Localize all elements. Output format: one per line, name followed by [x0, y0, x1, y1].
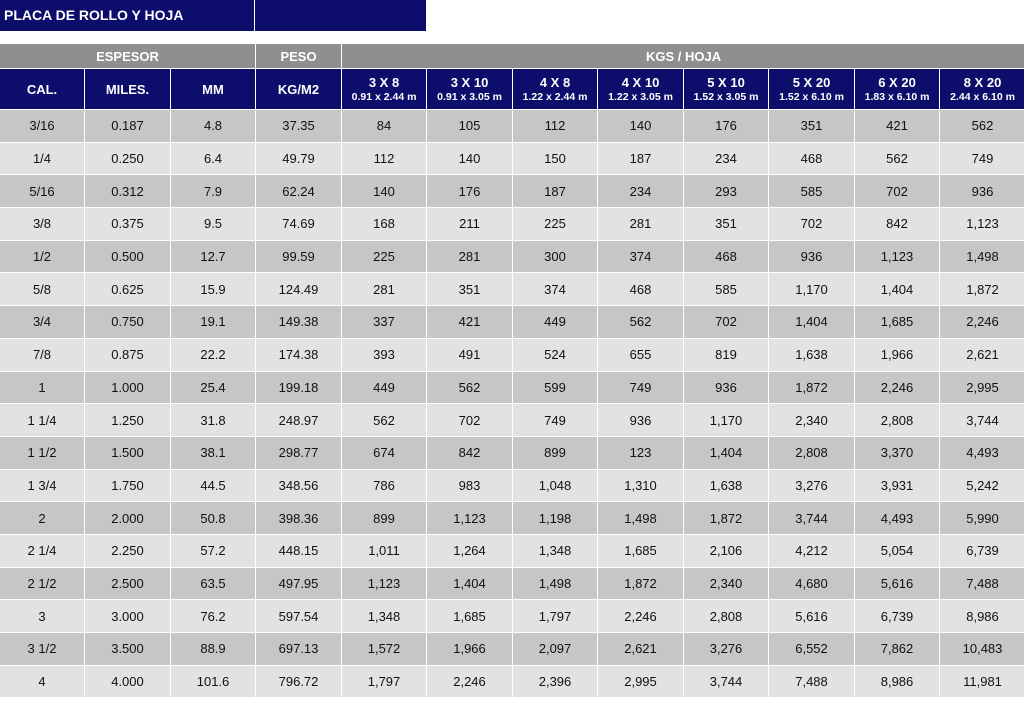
table-cell: 899: [513, 437, 597, 469]
table-cell: 1,170: [769, 273, 854, 305]
table-cell: 562: [940, 110, 1024, 142]
table-cell: 491: [427, 339, 512, 371]
table-cell: 225: [513, 208, 597, 240]
table-cell: 5/16: [0, 175, 84, 207]
table-body: [0, 110, 1024, 697]
table-row: [0, 600, 1024, 632]
table-cell: 1,498: [513, 568, 597, 600]
col-header-size: [684, 69, 768, 109]
table-cell: 351: [427, 273, 512, 305]
table-cell: 199.18: [256, 372, 341, 404]
table-cell: 1,310: [598, 470, 683, 502]
table-cell: 374: [598, 241, 683, 273]
table-cell: 1,123: [940, 208, 1024, 240]
table-cell: 1,198: [513, 502, 597, 534]
table-cell: 57.2: [171, 535, 255, 567]
table-cell: 7,862: [855, 633, 939, 665]
table-cell: 1.750: [85, 470, 170, 502]
table-cell: 10,483: [940, 633, 1024, 665]
table-cell: 1,685: [855, 306, 939, 338]
table-cell: 3 1/2: [0, 633, 84, 665]
table-cell: 749: [598, 372, 683, 404]
table-cell: 1,404: [427, 568, 512, 600]
size-metric: 0.91 x 2.44 m: [351, 90, 417, 103]
table-cell: 1: [0, 372, 84, 404]
table-cell: 1,872: [598, 568, 683, 600]
table-cell: 1,404: [769, 306, 854, 338]
col-header-size: [855, 69, 939, 109]
table-cell: 749: [513, 404, 597, 436]
table-cell: 2.500: [85, 568, 170, 600]
table-cell: 983: [427, 470, 512, 502]
table-cell: 2,995: [940, 372, 1024, 404]
title-bar-extension: [255, 0, 426, 31]
table-cell: 19.1: [171, 306, 255, 338]
table-cell: 6,739: [855, 600, 939, 632]
table-cell: 149.38: [256, 306, 341, 338]
group-kgs-hoja: KGS / HOJA: [342, 44, 1024, 68]
col-header-kgm2: KG/M2: [256, 69, 341, 109]
table-cell: 749: [940, 143, 1024, 175]
table-cell: 4,493: [855, 502, 939, 534]
table-cell: 2,396: [513, 666, 597, 698]
table-cell: 225: [342, 241, 426, 273]
table-cell: 393: [342, 339, 426, 371]
table-cell: 899: [342, 502, 426, 534]
table-cell: 1 1/4: [0, 404, 84, 436]
table-row: [0, 339, 1024, 371]
table-cell: 3.000: [85, 600, 170, 632]
table-cell: 187: [513, 175, 597, 207]
table-cell: 2,808: [769, 437, 854, 469]
table-cell: 2,246: [855, 372, 939, 404]
table-cell: 140: [598, 110, 683, 142]
col-header-size: [769, 69, 854, 109]
table-cell: 2,340: [684, 568, 768, 600]
table-cell: 37.35: [256, 110, 341, 142]
table-cell: 2,106: [684, 535, 768, 567]
table-cell: 4,212: [769, 535, 854, 567]
table-cell: 234: [598, 175, 683, 207]
table-row: [0, 404, 1024, 436]
table-row: [0, 110, 1024, 142]
table-cell: 25.4: [171, 372, 255, 404]
table-cell: 702: [855, 175, 939, 207]
table-cell: 6,739: [940, 535, 1024, 567]
table-cell: 5,616: [769, 600, 854, 632]
table-cell: 1,404: [684, 437, 768, 469]
table-cell: 248.97: [256, 404, 341, 436]
table-cell: 38.1: [171, 437, 255, 469]
table-cell: 211: [427, 208, 512, 240]
table-cell: 1,348: [513, 535, 597, 567]
table-cell: 7,488: [940, 568, 1024, 600]
table-cell: 2,340: [769, 404, 854, 436]
table-cell: 76.2: [171, 600, 255, 632]
table-cell: 702: [684, 306, 768, 338]
table-cell: 1,123: [342, 568, 426, 600]
size-metric: 1.22 x 2.44 m: [522, 90, 588, 103]
table-cell: 12.7: [171, 241, 255, 273]
table-cell: 0.875: [85, 339, 170, 371]
column-header-row: [0, 69, 1024, 109]
col-header-size: [940, 69, 1024, 109]
table-row: [0, 502, 1024, 534]
table-row: [0, 372, 1024, 404]
table-cell: 468: [769, 143, 854, 175]
page-title: PLACA DE ROLLO Y HOJA: [0, 0, 254, 31]
table-cell: 842: [855, 208, 939, 240]
table-cell: 449: [342, 372, 426, 404]
table-cell: 2,621: [598, 633, 683, 665]
table-cell: 1,264: [427, 535, 512, 567]
table-cell: 1.000: [85, 372, 170, 404]
table-cell: 497.95: [256, 568, 341, 600]
title-bar: [0, 0, 426, 31]
table-cell: 3: [0, 600, 84, 632]
table-cell: 786: [342, 470, 426, 502]
size-metric: 1.52 x 6.10 m: [779, 90, 844, 103]
table-cell: 74.69: [256, 208, 341, 240]
table-cell: 99.59: [256, 241, 341, 273]
table-cell: 1,685: [598, 535, 683, 567]
col-header-size: [598, 69, 683, 109]
table-cell: 1,797: [513, 600, 597, 632]
table-cell: 105: [427, 110, 512, 142]
table-cell: 562: [427, 372, 512, 404]
table-cell: 1 1/2: [0, 437, 84, 469]
table-cell: 1,572: [342, 633, 426, 665]
table-row: [0, 306, 1024, 338]
steel-plate-table: [0, 43, 1024, 698]
table-cell: 0.375: [85, 208, 170, 240]
table-cell: 1/2: [0, 241, 84, 273]
table-cell: 176: [427, 175, 512, 207]
table-cell: 84: [342, 110, 426, 142]
table-cell: 337: [342, 306, 426, 338]
table-cell: 7.9: [171, 175, 255, 207]
table-cell: 22.2: [171, 339, 255, 371]
table-cell: 468: [598, 273, 683, 305]
table-cell: 6,552: [769, 633, 854, 665]
size-metric: 1.22 x 3.05 m: [608, 90, 673, 103]
table-cell: 50.8: [171, 502, 255, 534]
table-cell: 176: [684, 110, 768, 142]
table-cell: 281: [342, 273, 426, 305]
table-cell: 281: [427, 241, 512, 273]
table-row: [0, 437, 1024, 469]
col-header-cal: CAL.: [0, 69, 84, 109]
table-cell: 936: [769, 241, 854, 273]
table-cell: 398.36: [256, 502, 341, 534]
table-cell: 585: [684, 273, 768, 305]
table-cell: 1,872: [940, 273, 1024, 305]
table-cell: 31.8: [171, 404, 255, 436]
table-cell: 150: [513, 143, 597, 175]
table-cell: 5,990: [940, 502, 1024, 534]
table-cell: 1,966: [427, 633, 512, 665]
table-cell: 1.500: [85, 437, 170, 469]
table-row: [0, 470, 1024, 502]
table-cell: 44.5: [171, 470, 255, 502]
table-cell: 1,797: [342, 666, 426, 698]
table-cell: 8,986: [940, 600, 1024, 632]
table-cell: 2.250: [85, 535, 170, 567]
table-cell: 2 1/4: [0, 535, 84, 567]
table-cell: 697.13: [256, 633, 341, 665]
table-cell: 585: [769, 175, 854, 207]
table-cell: 187: [598, 143, 683, 175]
table-cell: 1,404: [855, 273, 939, 305]
col-header-size: [513, 69, 597, 109]
col-header-size: [427, 69, 512, 109]
group-peso: PESO: [256, 44, 341, 68]
size-dimension: 8 X 20: [963, 74, 1002, 90]
table-cell: 1,685: [427, 600, 512, 632]
table-cell: 15.9: [171, 273, 255, 305]
table-row: [0, 666, 1024, 698]
table-cell: 5,616: [855, 568, 939, 600]
table-cell: 5,242: [940, 470, 1024, 502]
table-cell: 1,638: [769, 339, 854, 371]
table-cell: 1,123: [855, 241, 939, 273]
table-cell: 3,931: [855, 470, 939, 502]
table-cell: 0.625: [85, 273, 170, 305]
table-cell: 140: [427, 143, 512, 175]
table-cell: 293: [684, 175, 768, 207]
group-header-row: [0, 44, 1024, 68]
table-cell: 4.000: [85, 666, 170, 698]
table-row: [0, 241, 1024, 273]
table-cell: 348.56: [256, 470, 341, 502]
table-cell: 1,048: [513, 470, 597, 502]
table-cell: 4,680: [769, 568, 854, 600]
table-cell: 1,966: [855, 339, 939, 371]
table-cell: 62.24: [256, 175, 341, 207]
table-cell: 1,498: [940, 241, 1024, 273]
size-metric: 0.91 x 3.05 m: [437, 90, 502, 103]
table-cell: 351: [684, 208, 768, 240]
table-cell: 936: [598, 404, 683, 436]
size-dimension: 5 X 10: [707, 74, 745, 90]
size-dimension: 3 X 8: [368, 74, 400, 90]
col-header-miles: MILES.: [85, 69, 170, 109]
table-cell: 174.38: [256, 339, 341, 371]
table-cell: 842: [427, 437, 512, 469]
table-cell: 3,370: [855, 437, 939, 469]
table-cell: 2,995: [598, 666, 683, 698]
table-cell: 702: [769, 208, 854, 240]
size-dimension: 4 X 10: [621, 74, 660, 90]
table-row: [0, 208, 1024, 240]
table-cell: 3/4: [0, 306, 84, 338]
table-cell: 281: [598, 208, 683, 240]
table-cell: 421: [855, 110, 939, 142]
size-metric: 2.44 x 6.10 m: [950, 90, 1015, 103]
table-row: [0, 568, 1024, 600]
table-cell: 655: [598, 339, 683, 371]
table-cell: 3,276: [769, 470, 854, 502]
table-cell: 421: [427, 306, 512, 338]
table-cell: 8,986: [855, 666, 939, 698]
table-cell: 796.72: [256, 666, 341, 698]
table-cell: 599: [513, 372, 597, 404]
table-cell: 3,744: [769, 502, 854, 534]
table-row: [0, 175, 1024, 207]
table-cell: 1 3/4: [0, 470, 84, 502]
table-cell: 1/4: [0, 143, 84, 175]
table-cell: 1,872: [769, 372, 854, 404]
table-cell: 2,246: [598, 600, 683, 632]
table-cell: 3,744: [684, 666, 768, 698]
table-cell: 300: [513, 241, 597, 273]
size-dimension: 3 X 10: [450, 74, 489, 90]
table-cell: 1,498: [598, 502, 683, 534]
table-cell: 0.500: [85, 241, 170, 273]
table-cell: 562: [598, 306, 683, 338]
table-cell: 2,808: [855, 404, 939, 436]
table-cell: 0.750: [85, 306, 170, 338]
table-cell: 6.4: [171, 143, 255, 175]
table-cell: 448.15: [256, 535, 341, 567]
table-cell: 3/8: [0, 208, 84, 240]
size-metric: 1.52 x 3.05 m: [693, 90, 759, 103]
table-cell: 1,170: [684, 404, 768, 436]
table-cell: 88.9: [171, 633, 255, 665]
col-header-size: [342, 69, 426, 109]
table-cell: 101.6: [171, 666, 255, 698]
table-cell: 674: [342, 437, 426, 469]
table-cell: 63.5: [171, 568, 255, 600]
table-cell: 936: [940, 175, 1024, 207]
table-cell: 468: [684, 241, 768, 273]
table-cell: 234: [684, 143, 768, 175]
table-cell: 3.500: [85, 633, 170, 665]
table-cell: 49.79: [256, 143, 341, 175]
table-cell: 11,981: [940, 666, 1024, 698]
table-cell: 819: [684, 339, 768, 371]
table-cell: 3/16: [0, 110, 84, 142]
table-cell: 562: [855, 143, 939, 175]
group-espesor: ESPESOR: [0, 44, 255, 68]
table-cell: 5/8: [0, 273, 84, 305]
table-cell: 2,808: [684, 600, 768, 632]
table-cell: 374: [513, 273, 597, 305]
table-row: [0, 633, 1024, 665]
table-cell: 1,011: [342, 535, 426, 567]
table-cell: 112: [342, 143, 426, 175]
table-cell: 4: [0, 666, 84, 698]
table-cell: 140: [342, 175, 426, 207]
table-cell: 936: [684, 372, 768, 404]
size-dimension: 4 X 8: [539, 74, 571, 90]
table-cell: 5,054: [855, 535, 939, 567]
table-cell: 449: [513, 306, 597, 338]
table-cell: 2 1/2: [0, 568, 84, 600]
table-cell: 0.312: [85, 175, 170, 207]
table-cell: 1.250: [85, 404, 170, 436]
table-cell: 0.187: [85, 110, 170, 142]
table-cell: 562: [342, 404, 426, 436]
table-cell: 597.54: [256, 600, 341, 632]
table-cell: 2.000: [85, 502, 170, 534]
table-cell: 1,348: [342, 600, 426, 632]
table-cell: 2,621: [940, 339, 1024, 371]
table-cell: 351: [769, 110, 854, 142]
table-cell: 1,123: [427, 502, 512, 534]
table-cell: 1,872: [684, 502, 768, 534]
table-row: [0, 535, 1024, 567]
table-cell: 2,246: [940, 306, 1024, 338]
table-cell: 7,488: [769, 666, 854, 698]
size-metric: 1.83 x 6.10 m: [864, 90, 930, 103]
table-cell: 2: [0, 502, 84, 534]
size-dimension: 6 X 20: [878, 74, 916, 90]
table-cell: 2,097: [513, 633, 597, 665]
table-cell: 3,744: [940, 404, 1024, 436]
table-cell: 3,276: [684, 633, 768, 665]
table-cell: 4.8: [171, 110, 255, 142]
table-cell: 0.250: [85, 143, 170, 175]
table-cell: 124.49: [256, 273, 341, 305]
table-cell: 7/8: [0, 339, 84, 371]
table-cell: 112: [513, 110, 597, 142]
size-dimension: 5 X 20: [792, 74, 831, 90]
table-cell: 123: [598, 437, 683, 469]
table-cell: 1,638: [684, 470, 768, 502]
table-cell: 2,246: [427, 666, 512, 698]
table-cell: 168: [342, 208, 426, 240]
table-cell: 9.5: [171, 208, 255, 240]
table-cell: 298.77: [256, 437, 341, 469]
table-row: [0, 143, 1024, 175]
table-cell: 524: [513, 339, 597, 371]
table-cell: 4,493: [940, 437, 1024, 469]
table-row: [0, 273, 1024, 305]
table-cell: 702: [427, 404, 512, 436]
col-header-mm: MM: [171, 69, 255, 109]
